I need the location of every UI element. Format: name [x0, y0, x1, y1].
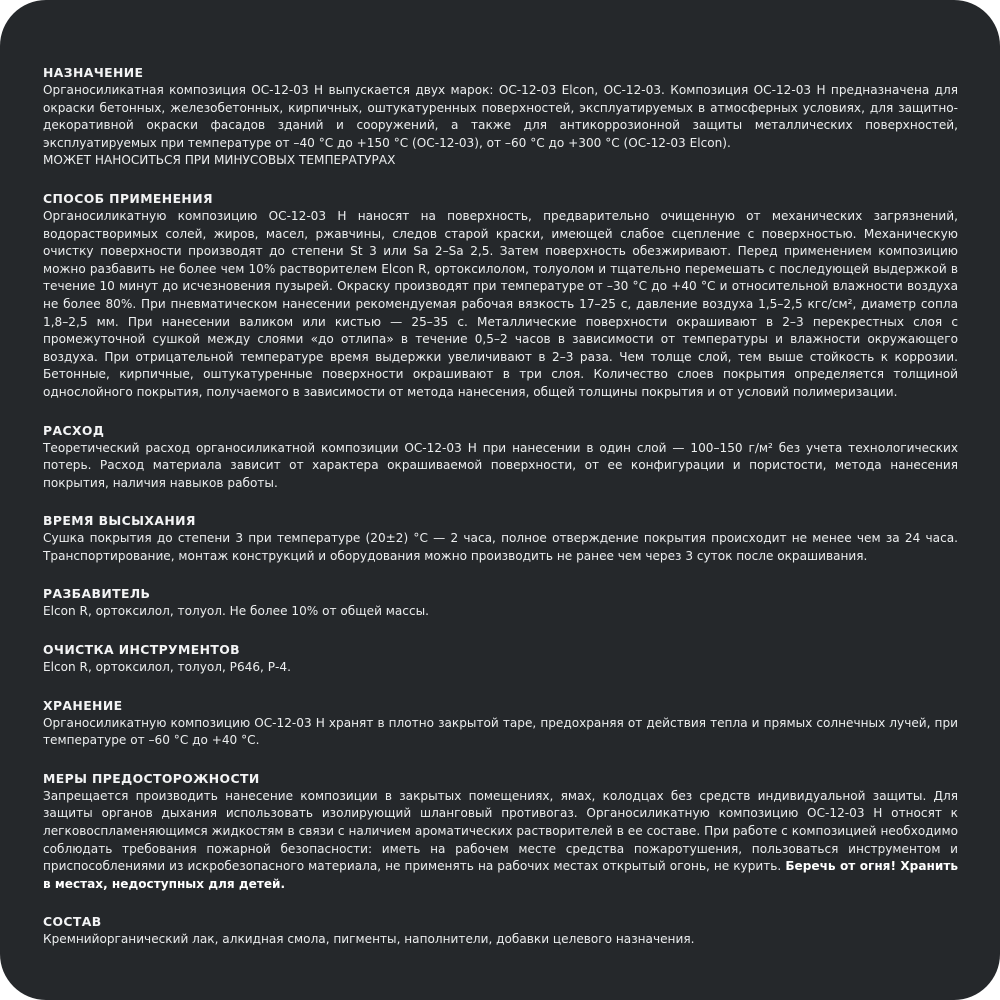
section-purpose	[43, 64, 958, 170]
section-heading-drying-time: ВРЕМЯ ВЫСЫХАНИЯ	[43, 513, 196, 529]
section-heading-tool-cleaning: ОЧИСТКА ИНСТРУМЕНТОВ	[43, 642, 241, 658]
section-body-composition: Кремнийорганический лак, алкидная смола, пигменты, наполнители, добавки целевого назначения.	[43, 932, 695, 947]
section-precautions	[43, 770, 958, 894]
section-heading-purpose: НАЗНАЧЕНИЕ	[43, 65, 144, 80]
section-heading-thinner: РАЗБАВИТЕЛЬ	[43, 586, 151, 602]
section-body-purpose: Органосиликатная композиция ОС-12-03 Н выпускается двух марок: ОС-12-03 Elcon, ОС-12-03. Композиция ОС-12-03 Н предназначена для окраски бетонных, железобетонных, кирпичных, оштукатуренных поверхностей, эксплуатируемых в атмосферных условиях, для защитно-декоративной окраски фасадов зданий и сооружений, а также для антикоррозионной защиты металлических поверхностей, эксплуатируемых при температуре от –40 °C до +150 °C (ОС-12-03), от –60 °C до +300 °C (ОС-12-03 Elcon).	[43, 83, 958, 150]
section-heading-storage: ХРАНЕНИЕ	[43, 697, 123, 713]
section-body-storage: Органосиликатную композицию ОС-12-03 Н хранят в плотно закрытой таре, предохраняя от действия тепла и прямых солнечных лучей, при температуре от –60 °C до +40 °C.	[43, 715, 958, 748]
section-tool-cleaning	[43, 641, 958, 677]
section-application-method	[43, 190, 958, 402]
section-body-tool-cleaning: Elcon R, ортоксилол, толуол, Р646, Р-4.	[43, 660, 291, 675]
section-heading-application-method: СПОСОБ ПРИМЕНЕНИЯ	[43, 190, 213, 206]
fire-warning: Беречь от огня! Хранить в местах, недоступных для детей.	[43, 859, 958, 891]
section-body-application-method: Органосиликатную композицию ОС-12-03 Н наносят на поверхность, предварительно очищенную от механических загрязнений, водорастворимых солей, жиров, масел, ржавчины, следов старой краски, имеющей слабое сцепление с поверхностью. Механическую очистку поверхности производят до степени St 3 или Sa 2–Sa 2,5. Затем поверхность обезжиривают. Перед применением композицию можно разбавить не более чем 10% растворителем Elcon R, ортоксилолом, толуолом и тщательно перемешать с последующей выдержкой в течение 10 минут до исчезновения пузырей. Окраску производят при температуре от –30 °C до +40 °C и относительной влажности воздуха не более 80%. При пневматическом нанесении рекомендуемая рабочая вязкость 17–25 с, давление воздуха 1,5–2,5 кгс/см², диаметр сопла 1,8–2,5 мм. При нанесении валиком или кистью — 25–35 с. Металлические поверхности окрашивают в 2–3 перекрестных слоя с промежуточной сушкой между слоями «до отлипа» в течение 0,5–2 часов в зависимости от температуры и влажности окружающего воздуха. При отрицательной температуре время выдержки увеличивают в 2–3 раза. Чем толще слой, тем выше стойкость к коррозии. Бетонные, кирпичные, оштукатуренные поверхности окрашивают в три слоя. Количество слоев покрытия определяется толщиной однослойного покрытия, получаемого в зависимости от метода нанесения, общей толщины покрытия и от условий полимеризации.	[43, 208, 958, 399]
section-body-drying-time: Сушка покрытия до степени 3 при температуре (20±2) °C — 2 часа, полное отверждение покрытия происходит не менее чем за 24 часа. Транспортирование, монтаж конструкций и оборудования можно производить не ранее чем через 3 суток после окрашивания.	[43, 531, 958, 563]
section-body-consumption: Теоретический расход органосиликатной композиции ОС-12-03 Н при нанесении в один слой — 100–150 г/м² без учета технологических потерь. Расход материала зависит от характера окрашиваемой поверхности, от ее конфигурации и пористости, метода нанесения покрытия, наличия навыков работы.	[43, 440, 958, 490]
section-composition	[43, 913, 958, 949]
section-heading-composition: СОСТАВ	[43, 914, 102, 930]
section-thinner	[43, 585, 958, 621]
section-consumption	[43, 422, 958, 493]
section-body-thinner: Elcon R, ортоксилол, толуол. Не более 10% от общей массы.	[43, 604, 430, 619]
section-heading-consumption: РАСХОД	[43, 422, 105, 438]
section-heading-precautions: МЕРЫ ПРЕДОСТОРОЖНОСТИ	[43, 770, 260, 786]
section-drying-time	[43, 512, 958, 565]
precautions-text: Запрещается производить нанесение композиции в закрытых помещениях, ямах, колодцах без средств индивидуальной защиты. Для защиты органов дыхания использовать изолирующий шланговый противогаз. Органосиликатную композицию ОС-12-03 Н относят к легковоспламеняющимся жидкостям в связи с наличием ароматических растворителей в ее составе. При работе с композицией необходимо соблюдать требования пожарной безопасности: иметь на рабочем месте средства пожаротушения, пользоваться инструментом и приспособлениями из искробезопасного материала, не применять на рабочих местах открытый огонь, не курить.	[43, 788, 958, 874]
low-temperature-note: МОЖЕТ НАНОСИТЬСЯ ПРИ МИНУСОВЫХ ТЕМПЕРАТУРАХ	[43, 153, 396, 168]
section-storage	[43, 697, 958, 750]
section-body-precautions	[43, 788, 958, 894]
